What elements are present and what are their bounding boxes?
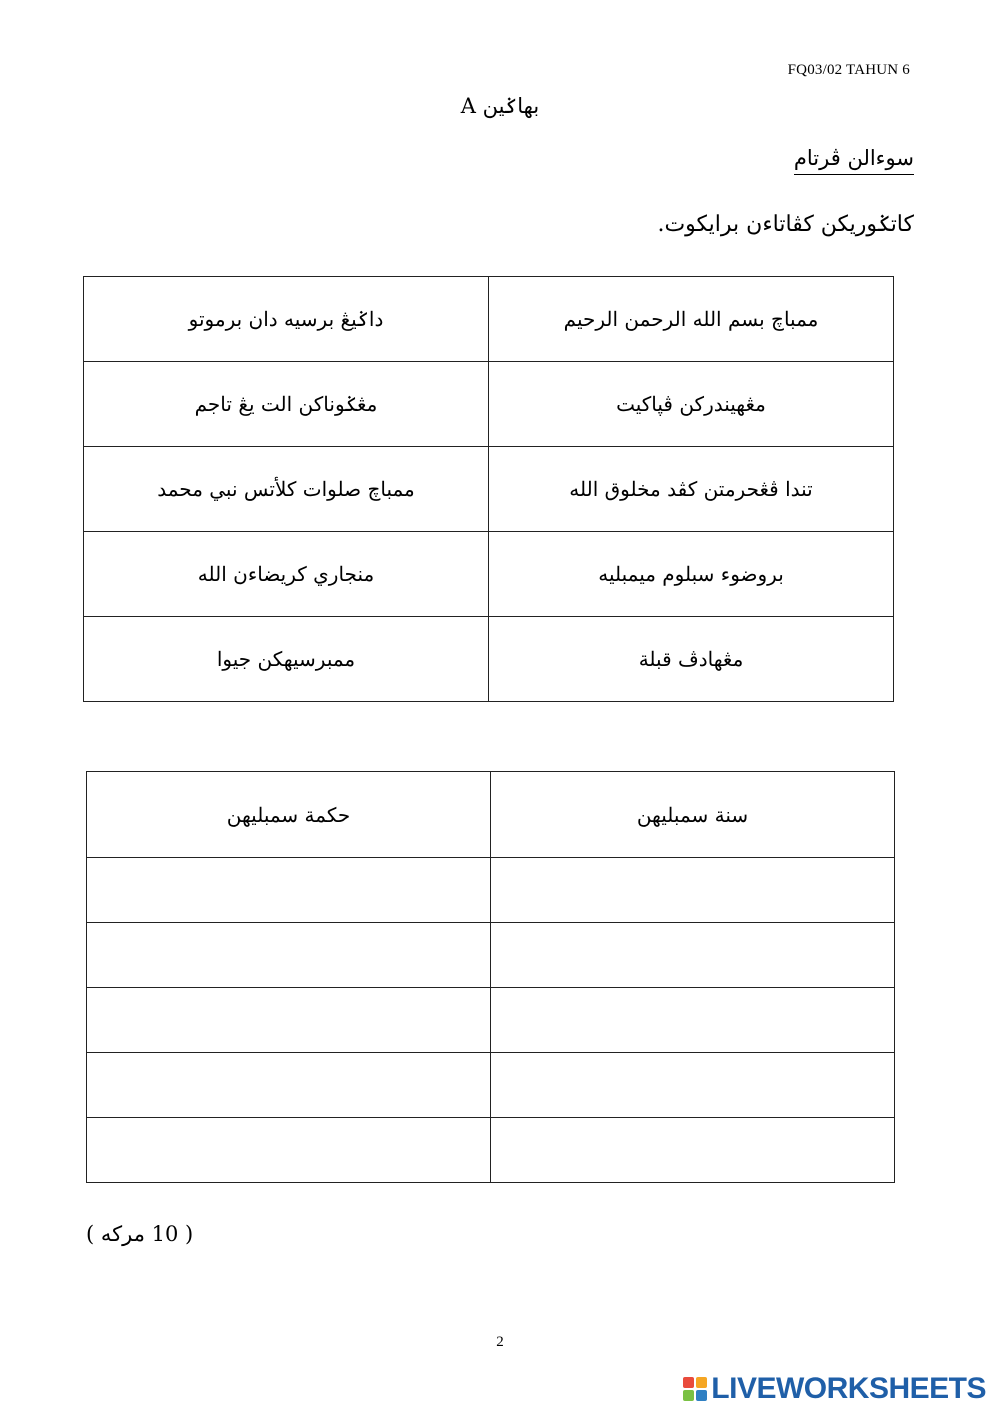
answer-drop-zone[interactable]: [87, 858, 491, 923]
document-code: FQ03/02 TAHUN 6: [787, 62, 910, 78]
table-row: [84, 447, 894, 532]
answer-table: [86, 771, 895, 1183]
answer-row: [87, 923, 895, 988]
items-table: [83, 276, 894, 702]
item-cell: ممباچ بسم الله الرحمن الرحيم: [489, 277, 894, 362]
item-cell: مڠهيندركن ڤڽاكيت: [489, 362, 894, 447]
item-cell: ممباچ صلوات كلأتس نبي محمد: [84, 447, 489, 532]
table-row: [84, 532, 894, 617]
answer-row: [87, 1053, 895, 1118]
item-cell: داݢيڠ برسيه دان برموتو: [84, 277, 489, 362]
answer-drop-zone[interactable]: [491, 923, 895, 988]
item-cell: ممبرسيهكن جيوا: [84, 617, 489, 702]
answer-drop-zone[interactable]: [491, 1053, 895, 1118]
table-row: [84, 277, 894, 362]
item-cell: بروضوء سبلوم ميمبليه: [489, 532, 894, 617]
logo-square: [696, 1390, 707, 1401]
liveworksheets-logo-icon: [683, 1377, 707, 1401]
question-title: سوءالن ڤرتام: [794, 146, 914, 175]
answer-row: [87, 858, 895, 923]
table-row: [84, 362, 894, 447]
answer-drop-zone[interactable]: [491, 988, 895, 1053]
answer-drop-zone[interactable]: [491, 858, 895, 923]
logo-square: [683, 1377, 694, 1388]
marks-label: ( 10 مركه ): [86, 1222, 194, 1246]
item-cell: تندا ڤڠحرمتن كڤد مخلوق الله: [489, 447, 894, 532]
brand-watermark: [683, 1374, 986, 1404]
item-cell: مڠهادڤ قبلة: [489, 617, 894, 702]
answer-table-header-row: [87, 772, 895, 858]
answer-drop-zone[interactable]: [87, 1053, 491, 1118]
header-sunat-sembelihan: سنة سمبليهن: [491, 772, 895, 858]
brand-name: LIVEWORKSHEETS: [711, 1372, 986, 1405]
section-title: بهاݢين A: [460, 94, 540, 118]
header-hikmah-sembelihan: حكمة سمبليهن: [87, 772, 491, 858]
item-cell: مڠݢوناكن الت يڠ تاجم: [84, 362, 489, 447]
answer-row: [87, 988, 895, 1053]
table-row: [84, 617, 894, 702]
answer-row: [87, 1118, 895, 1183]
answer-drop-zone[interactable]: [491, 1118, 895, 1183]
item-cell: منجاري كريضاءن الله: [84, 532, 489, 617]
answer-drop-zone[interactable]: [87, 923, 491, 988]
answer-drop-zone[interactable]: [87, 1118, 491, 1183]
answer-drop-zone[interactable]: [87, 988, 491, 1053]
logo-square: [683, 1390, 694, 1401]
page-number: 2: [496, 1334, 504, 1350]
question-instruction: كاتݢوريكن كڤاتاءن برايكوت.: [657, 212, 914, 237]
logo-square: [696, 1377, 707, 1388]
